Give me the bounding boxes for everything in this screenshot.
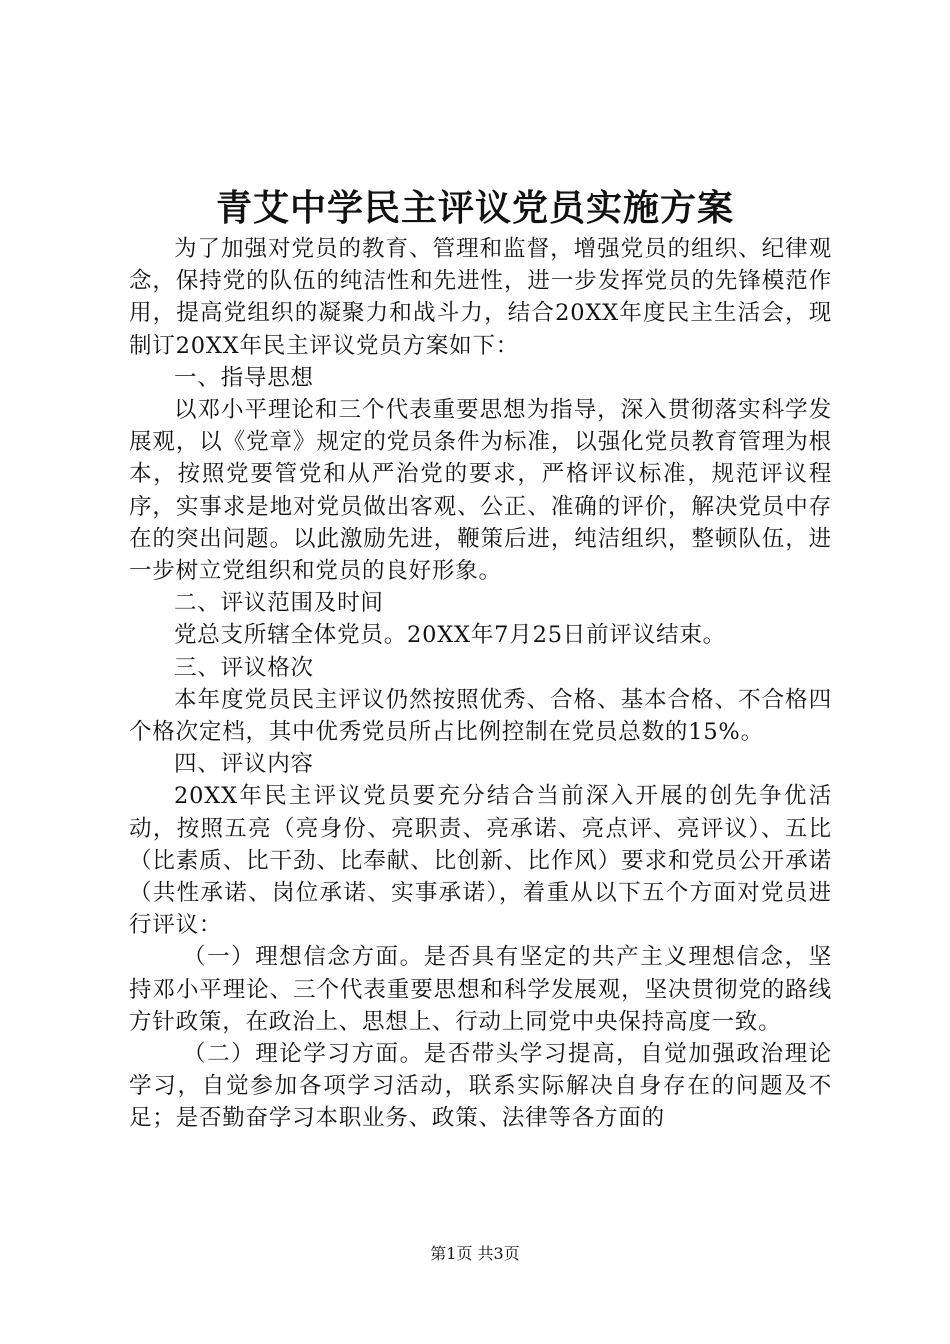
guiding-thought-paragraph: 以邓小平理论和三个代表重要思想为指导，深入贯彻落实科学发展观，以《党章》规定的党员条件为标准，以强化党员教育管理为根本，按照党要管党和从严治党的要求，严格评议标准，规范评议程序，实事求是地对党员做出客观、公正、准确的评价，解决党员中存在的突出问题。以此激励先进，鞭策后进，纯洁组织，整顿队伍，进一步树立党组织和党员的良好形象。 — [129, 397, 832, 585]
section-heading-content: 四、评议内容 — [174, 751, 314, 778]
grades-paragraph: 本年度党员民主评议仍然按照优秀、合格、基本合格、不合格四个格次定档，其中优秀党员所占比例控制在党员总数的15%。 — [129, 686, 832, 746]
content-paragraph: 20XX年民主评议党员要充分结合当前深入开展的创先争优活动，按照五亮（亮身份、亮职责、亮承诺、亮点评、亮评议）、五比（比素质、比干劲、比奉献、比创新、比作风）要求和党员公开承诺（共性承诺、岗位承诺、实事承诺），着重从以下五个方面对党员进行评议： — [129, 783, 832, 939]
document-body — [129, 233, 832, 1135]
page-footer — [0, 1243, 950, 1265]
scope-time-paragraph: 党总支所辖全体党员。20XX年7月25日前评议结束。 — [174, 622, 726, 649]
page-number-label: 第1页 共3页 — [430, 1244, 520, 1263]
section-heading-guiding-thought: 一、指导思想 — [174, 364, 314, 391]
document-title: 青艾中学民主评议党员实施方案 — [215, 188, 734, 229]
item-study-paragraph: （二）理论学习方面。是否带头学习提高，自觉加强政治理论学习，自觉参加各项学习活动，联系实际解决自身存在的问题及不足；是否勤奋学习本职业务、政策、法律等各方面的 — [129, 1041, 832, 1132]
item-ideals-paragraph: （一）理想信念方面。是否具有坚定的共产主义理想信念，坚持邓小平理论、三个代表重要思想和科学发展观，坚决贯彻党的路线方针政策，在政治上、思想上、行动上同党中央保持高度一致。 — [129, 944, 832, 1035]
intro-paragraph: 为了加强对党员的教育、管理和监督，增强党员的组织、纪律观念，保持党的队伍的纯洁性和先进性，进一步发挥党员的先锋模范作用，提高党组织的凝聚力和战斗力，结合20XX年度民主生活会，现制订20XX年民主评议党员方案如下： — [129, 236, 832, 359]
section-heading-scope-time: 二、评议范围及时间 — [174, 590, 384, 617]
section-heading-grades: 三、评议格次 — [174, 654, 314, 681]
